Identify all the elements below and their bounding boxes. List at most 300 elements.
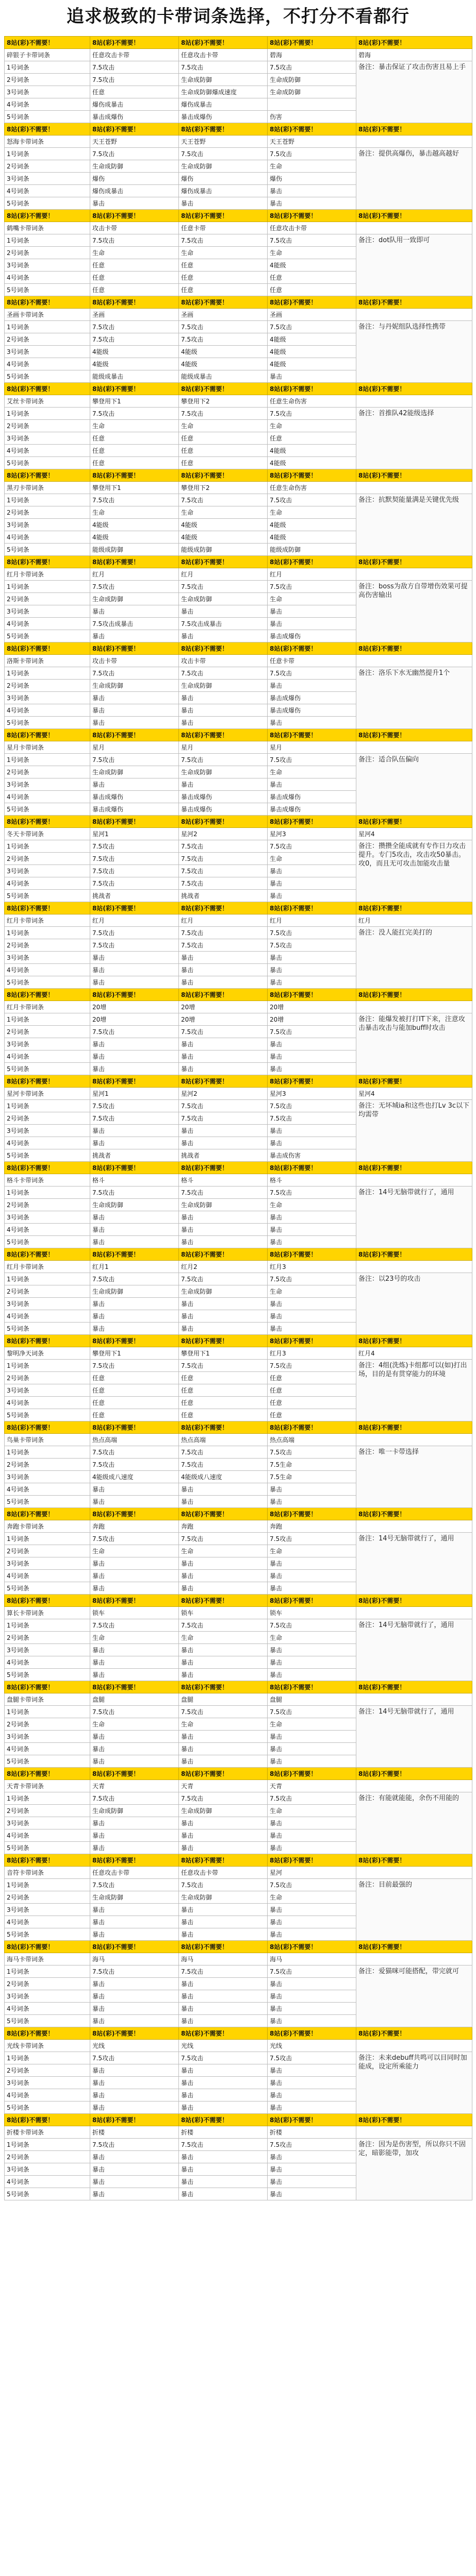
section-header-row — [5, 816, 472, 828]
section-note-cell: 备注：爱猫咪可能搭配，带完就可 — [356, 1965, 472, 2027]
section-header-row — [5, 1248, 472, 1261]
stage-value-cell: 暴击 — [90, 1063, 179, 1075]
header-cell: 8站(彩)不需要！ — [5, 1162, 90, 1174]
stage-value-cell: 暴击 — [90, 704, 179, 717]
stage-label-cell: 4号词条 — [5, 358, 90, 370]
stage-label-cell: 2号词条 — [5, 766, 90, 778]
stage-value-cell: 暴击 — [268, 1817, 356, 1829]
stage-value-cell: 7.5攻击 — [179, 865, 268, 877]
stage-value-cell: 4能级 — [268, 333, 356, 346]
stage-value-cell: 暴击 — [179, 1063, 268, 1075]
stage-value-cell: 7.5攻击 — [268, 1706, 356, 1718]
stage-row — [5, 581, 472, 593]
section-header-row — [5, 989, 472, 1001]
stage-value-cell: 任意 — [179, 1372, 268, 1384]
stage-value-cell: 7.5攻击 — [90, 667, 179, 680]
stage-value-cell: 暴击 — [179, 1483, 268, 1496]
cassette-name-row — [5, 1693, 472, 1706]
header-cell: 8站(彩)不需要！ — [5, 1941, 90, 1953]
stage-value-cell: 暴击 — [90, 2003, 179, 2015]
cassette-variant-cell: 星月 — [179, 741, 268, 754]
stage-value-cell: 暴击 — [90, 1323, 179, 1335]
stage-value-cell: 暴击 — [179, 1557, 268, 1570]
header-cell: 8站(彩)不需要！ — [90, 469, 179, 482]
stage-value-cell: 任意 — [268, 284, 356, 296]
cassette-variant-cell: 星河2 — [179, 1088, 268, 1100]
stage-value-cell: 4能级成八速度 — [90, 1471, 179, 1483]
stage-label-cell: 5号词条 — [5, 1409, 90, 1421]
section-header-row — [5, 296, 472, 309]
header-cell: 8站(彩)不需要！ — [356, 902, 472, 914]
stage-value-cell: 任意 — [268, 1409, 356, 1421]
stage-value-cell: 暴击 — [179, 1236, 268, 1248]
section-header-row — [5, 1162, 472, 1174]
cassette-variant-cell: 热点高端 — [179, 1434, 268, 1446]
cassette-variant-cell: 星河4 — [356, 1088, 472, 1100]
stage-value-cell: 生命成防御 — [90, 766, 179, 778]
stage-value-cell: 生命 — [90, 247, 179, 259]
cassette-variant-cell — [356, 2126, 472, 2139]
stage-value-cell: 暴击 — [90, 1557, 179, 1570]
stage-value-cell: 暴击 — [90, 2163, 179, 2176]
stage-value-cell: 任意 — [179, 432, 268, 445]
stage-value-cell: 爆伤 — [90, 173, 179, 185]
header-cell: 8站(彩)不需要！ — [356, 2114, 472, 2126]
stage-value-cell: 暴击 — [268, 1224, 356, 1236]
stage-label-cell: 3号词条 — [5, 1125, 90, 1137]
stage-value-cell: 生命成防御 — [90, 160, 179, 173]
cassette-variant-cell: 盘腿 — [179, 1693, 268, 1706]
stage-value-cell: 7.5攻击 — [268, 939, 356, 952]
stage-value-cell: 暴击 — [268, 1323, 356, 1335]
stage-value-cell: 7.5攻击 — [90, 148, 179, 160]
stage-value-cell: 7.5攻击 — [268, 1187, 356, 1199]
stage-value-cell: 暴击 — [179, 2003, 268, 2015]
stage-value-cell: 暴击 — [179, 2163, 268, 2176]
entry-table — [4, 36, 472, 2200]
stage-label-cell: 1号词条 — [5, 234, 90, 247]
stage-value-cell: 暴击 — [268, 1050, 356, 1063]
stage-value-cell: 暴击 — [268, 1656, 356, 1669]
stage-label-cell: 5号词条 — [5, 2188, 90, 2200]
stage-value-cell: 生命 — [268, 1891, 356, 1904]
stage-value-cell: 暴击 — [179, 1842, 268, 1854]
header-cell: 8站(彩)不需要！ — [90, 1508, 179, 1520]
cassette-variant-cell — [356, 222, 472, 234]
header-cell: 8站(彩)不需要！ — [356, 729, 472, 741]
header-cell: 8站(彩)不需要！ — [90, 1854, 179, 1867]
stage-value-cell: 暴击 — [90, 1904, 179, 1916]
header-cell: 8站(彩)不需要！ — [179, 989, 268, 1001]
stage-value-cell: 暴击 — [90, 2077, 179, 2089]
header-cell: 8站(彩)不需要！ — [90, 556, 179, 568]
stage-label-cell: 4号词条 — [5, 2176, 90, 2188]
stage-value-cell: 7.5攻击 — [90, 333, 179, 346]
section-header-row — [5, 729, 472, 741]
stage-value-cell: 生命成防御 — [179, 1891, 268, 1904]
stage-value-cell: 暴击 — [179, 1038, 268, 1050]
section-note-cell: 备注：因为是伤害型，所以你只不固定，暗影能带，加攻 — [356, 2139, 472, 2200]
header-cell: 8站(彩)不需要！ — [90, 989, 179, 1001]
stage-value-cell: 暴击 — [268, 1928, 356, 1941]
stage-value-cell: 7.5攻击 — [90, 1879, 179, 1891]
header-cell: 8站(彩)不需要！ — [179, 383, 268, 395]
stage-value-cell: 暴击 — [90, 1137, 179, 1149]
stage-value-cell: 暴击成爆伤 — [179, 111, 268, 123]
stage-value-cell: 暴击 — [268, 185, 356, 197]
stage-value-cell: 7.5攻击 — [268, 1792, 356, 1805]
stage-value-cell: 任意 — [90, 457, 179, 469]
header-cell: 8站(彩)不需要！ — [268, 123, 356, 135]
stage-value-cell: 暴击 — [90, 1842, 179, 1854]
cassette-variant-cell: 红月3 — [268, 1261, 356, 1273]
stage-value-cell: 暴击 — [90, 1978, 179, 1990]
header-cell: 8站(彩)不需要！ — [179, 210, 268, 222]
cassette-name-cell: 黑刃卡带词条 — [5, 482, 90, 494]
cassette-name-cell: 红月卡带词条 — [5, 914, 90, 927]
cassette-name-row — [5, 1261, 472, 1273]
stage-value-cell: 爆伤成暴击 — [90, 98, 179, 111]
header-cell: 8站(彩)不需要！ — [356, 1768, 472, 1780]
stage-label-cell: 1号词条 — [5, 1273, 90, 1285]
entry-table-body — [5, 37, 472, 2200]
stage-value-cell: 4能级 — [90, 358, 179, 370]
header-cell: 8站(彩)不需要！ — [179, 1335, 268, 1347]
header-cell: 8站(彩)不需要！ — [268, 642, 356, 655]
stage-value-cell: 任意 — [268, 1397, 356, 1409]
stage-value-cell: 任意 — [179, 1384, 268, 1397]
cassette-name-cell: 星月卡带词条 — [5, 741, 90, 754]
stage-row — [5, 1446, 472, 1459]
cassette-name-cell: 鸟巢卡带词条 — [5, 1434, 90, 1446]
stage-value-cell: 4能级 — [179, 346, 268, 358]
stage-row — [5, 1965, 472, 1978]
stage-label-cell: 2号词条 — [5, 420, 90, 432]
header-cell: 8站(彩)不需要！ — [5, 210, 90, 222]
stage-value-cell: 任意 — [90, 1409, 179, 1421]
stage-value-cell: 暴击 — [179, 1978, 268, 1990]
header-cell: 8站(彩)不需要！ — [268, 37, 356, 49]
stage-value-cell: 生命 — [179, 1632, 268, 1644]
header-cell: 8站(彩)不需要！ — [268, 1595, 356, 1607]
header-cell: 8站(彩)不需要！ — [90, 123, 179, 135]
cassette-variant-cell — [356, 1261, 472, 1273]
stage-value-cell: 暴击 — [268, 1496, 356, 1508]
header-cell: 8站(彩)不需要！ — [90, 2114, 179, 2126]
stage-label-cell: 4号词条 — [5, 98, 90, 111]
stage-value-cell: 暴击 — [90, 197, 179, 210]
cassette-name-row — [5, 1607, 472, 1619]
section-note-cell: 备注：暴击保证了攻击伤害且易上手 — [356, 61, 472, 123]
header-cell: 8站(彩)不需要！ — [179, 1941, 268, 1953]
stage-label-cell: 2号词条 — [5, 1112, 90, 1125]
stage-value-cell: 7.5攻击 — [179, 1619, 268, 1632]
stage-value-cell: 7.5攻击 — [268, 1360, 356, 1372]
stage-label-cell: 2号词条 — [5, 680, 90, 692]
cassette-variant-cell: 奔跑 — [179, 1520, 268, 1533]
stage-value-cell: 爆伤成暴击 — [179, 185, 268, 197]
stage-value-cell: 暴击 — [179, 2176, 268, 2188]
cassette-variant-cell: 格斗 — [90, 1174, 179, 1187]
header-cell: 8站(彩)不需要！ — [356, 1162, 472, 1174]
stage-value-cell: 暴击成爆伤 — [268, 692, 356, 704]
stage-value-cell: 暴击 — [90, 1236, 179, 1248]
header-cell: 8站(彩)不需要！ — [268, 1854, 356, 1867]
stage-value-cell: 7.5攻击 — [179, 877, 268, 890]
stage-value-cell: 暴击成爆伤 — [90, 803, 179, 816]
stage-value-cell: 爆伤成暴击 — [90, 185, 179, 197]
stage-value-cell: 任意 — [90, 1372, 179, 1384]
stage-value-cell: 7.5攻击 — [268, 2139, 356, 2151]
stage-value-cell: 暴击 — [268, 370, 356, 383]
stage-value-cell: 7.5攻击 — [179, 667, 268, 680]
stage-value-cell — [268, 98, 356, 111]
stage-label-cell: 2号词条 — [5, 1026, 90, 1038]
section-header-row — [5, 1508, 472, 1520]
stage-label-cell: 4号词条 — [5, 1224, 90, 1236]
stage-label-cell: 3号词条 — [5, 1557, 90, 1570]
stage-value-cell: 暴击 — [179, 197, 268, 210]
stage-label-cell: 5号词条 — [5, 2015, 90, 2027]
cassette-variant-cell: 天青 — [90, 1780, 179, 1792]
stage-value-cell: 暴击 — [268, 1582, 356, 1595]
stage-value-cell: 7.5攻击 — [179, 1706, 268, 1718]
header-cell: 8站(彩)不需要！ — [90, 1335, 179, 1347]
cassette-variant-cell — [356, 1001, 472, 1013]
stage-row — [5, 2052, 472, 2064]
stage-value-cell: 暴击 — [268, 952, 356, 964]
stage-label-cell: 1号词条 — [5, 321, 90, 333]
cassette-variant-cell: 攀登用下2 — [179, 395, 268, 408]
cassette-variant-cell: 任意攻击卡带 — [179, 49, 268, 61]
stage-row — [5, 754, 472, 766]
stage-value-cell: 暴击 — [179, 1644, 268, 1656]
stage-value-cell: 暴击 — [90, 630, 179, 642]
stage-value-cell: 暴击 — [90, 2188, 179, 2200]
cassette-variant-cell — [356, 482, 472, 494]
stage-value-cell: 4能级 — [179, 358, 268, 370]
stage-label-cell: 5号词条 — [5, 544, 90, 556]
stage-label-cell: 1号词条 — [5, 494, 90, 506]
header-cell: 8站(彩)不需要！ — [5, 2114, 90, 2126]
stage-label-cell: 2号词条 — [5, 1199, 90, 1211]
section-note-cell: 备注：未来debuff共鸣可以目同时加能成，设定所乘能力 — [356, 2052, 472, 2114]
stage-value-cell: 7.5攻击 — [90, 754, 179, 766]
stage-label-cell: 4号词条 — [5, 1829, 90, 1842]
stage-row — [5, 234, 472, 247]
stage-value-cell: 7.5攻击 — [179, 61, 268, 74]
stage-value-cell: 暴击 — [268, 1310, 356, 1323]
stage-value-cell: 生命 — [268, 1285, 356, 1298]
stage-label-cell: 4号词条 — [5, 791, 90, 803]
stage-value-cell: 7.5生命 — [268, 1459, 356, 1471]
stage-label-cell: 4号词条 — [5, 1483, 90, 1496]
header-cell: 8站(彩)不需要！ — [268, 1941, 356, 1953]
stage-row — [5, 840, 472, 853]
stage-value-cell: 暴击 — [90, 2102, 179, 2114]
stage-value-cell: 7.5攻击 — [179, 408, 268, 420]
stage-value-cell: 生命 — [268, 1632, 356, 1644]
cassette-variant-cell — [356, 1434, 472, 1446]
stage-value-cell: 暴击成伤害 — [268, 1149, 356, 1162]
stage-value-cell: 生命 — [90, 1545, 179, 1557]
stage-label-cell: 3号词条 — [5, 1644, 90, 1656]
stage-row — [5, 321, 472, 333]
header-cell: 8站(彩)不需要！ — [90, 1941, 179, 1953]
header-cell: 8站(彩)不需要！ — [90, 729, 179, 741]
stage-label-cell: 3号词条 — [5, 865, 90, 877]
stage-value-cell: 暴击 — [179, 1656, 268, 1669]
stage-label-cell: 5号词条 — [5, 630, 90, 642]
stage-row — [5, 1533, 472, 1545]
stage-value-cell: 暴击 — [179, 692, 268, 704]
section-header-row — [5, 1075, 472, 1088]
stage-value-cell: 7.5攻击 — [90, 939, 179, 952]
section-note-cell: 备注：4组(洗炼)卡组都可以(如)打出场，目的是有贯穿能力的环境 — [356, 1360, 472, 1421]
header-cell: 8站(彩)不需要！ — [179, 1854, 268, 1867]
cassette-name-row — [5, 2040, 472, 2052]
stage-value-cell: 7.5攻击 — [268, 2052, 356, 2064]
section-header-row — [5, 123, 472, 135]
stage-value-cell: 7.5攻击 — [268, 61, 356, 74]
header-cell: 8站(彩)不需要！ — [356, 556, 472, 568]
stage-label-cell: 4号词条 — [5, 2003, 90, 2015]
cassette-name-row — [5, 309, 472, 321]
stage-label-cell: 3号词条 — [5, 778, 90, 791]
stage-value-cell: 生命 — [268, 160, 356, 173]
header-cell: 8站(彩)不需要！ — [5, 1681, 90, 1693]
stage-value-cell: 暴击 — [90, 1755, 179, 1768]
header-cell: 8站(彩)不需要！ — [5, 1248, 90, 1261]
stage-value-cell: 7.5生命 — [268, 1471, 356, 1483]
cassette-variant-cell: 光线 — [268, 2040, 356, 2052]
stage-value-cell: 暴击 — [179, 976, 268, 989]
stage-value-cell: 7.5攻击 — [268, 234, 356, 247]
stage-value-cell: 7.5攻击 — [268, 1026, 356, 1038]
cassette-variant-cell: 红月 — [268, 914, 356, 927]
cassette-variant-cell: 海马 — [90, 1953, 179, 1965]
stage-value-cell: 7.5攻击 — [90, 1533, 179, 1545]
section-note-cell: 备注：没人能扛完美打的 — [356, 927, 472, 989]
stage-value-cell: 暴击 — [268, 1916, 356, 1928]
stage-value-cell: 暴击 — [90, 1656, 179, 1669]
stage-label-cell: 2号词条 — [5, 1632, 90, 1644]
stage-value-cell: 暴击 — [90, 778, 179, 791]
stage-label-cell: 1号词条 — [5, 1013, 90, 1026]
stage-row — [5, 1273, 472, 1285]
cassette-variant-cell: 格斗 — [268, 1174, 356, 1187]
stage-label-cell: 1号词条 — [5, 1533, 90, 1545]
stage-value-cell: 暴击 — [268, 2163, 356, 2176]
stage-value-cell: 暴击 — [179, 1496, 268, 1508]
header-cell: 8站(彩)不需要！ — [90, 296, 179, 309]
stage-value-cell: 暴击 — [179, 1050, 268, 1063]
stage-value-cell: 爆伤成暴击 — [179, 98, 268, 111]
section-note-cell: 备注：14号无脑带就行了，通用 — [356, 1706, 472, 1768]
header-cell: 8站(彩)不需要！ — [5, 1595, 90, 1607]
cassette-variant-cell: 任意攻击卡带 — [268, 222, 356, 234]
cassette-variant-cell — [356, 1867, 472, 1879]
stage-value-cell: 7.5攻击 — [90, 2139, 179, 2151]
section-header-row — [5, 469, 472, 482]
header-cell: 8站(彩)不需要！ — [179, 296, 268, 309]
section-header-row — [5, 1768, 472, 1780]
cassette-name-row — [5, 914, 472, 927]
stage-value-cell: 暴击 — [268, 1063, 356, 1075]
stage-value-cell: 生命 — [179, 420, 268, 432]
stage-value-cell: 暴击 — [179, 1211, 268, 1224]
stage-value-cell: 暴击 — [90, 2015, 179, 2027]
stage-value-cell: 暴击 — [90, 964, 179, 976]
header-cell: 8站(彩)不需要！ — [179, 816, 268, 828]
header-cell: 8站(彩)不需要！ — [179, 902, 268, 914]
cassette-variant-cell: 20增 — [90, 1001, 179, 1013]
cassette-variant-cell — [356, 741, 472, 754]
cassette-variant-cell: 任意攻击卡带 — [90, 49, 179, 61]
section-note-cell: 备注：以23号的攻击 — [356, 1273, 472, 1335]
stage-row — [5, 408, 472, 420]
stage-value-cell: 暴击 — [179, 1731, 268, 1743]
cassette-variant-cell: 盘腿 — [90, 1693, 179, 1706]
stage-value-cell: 暴击 — [90, 1817, 179, 1829]
stage-label-cell: 1号词条 — [5, 61, 90, 74]
cassette-variant-cell: 锁车 — [90, 1607, 179, 1619]
stage-label-cell: 3号词条 — [5, 173, 90, 185]
cassette-variant-cell: 红月 — [179, 568, 268, 581]
header-cell: 8站(彩)不需要！ — [356, 816, 472, 828]
stage-label-cell: 3号词条 — [5, 2163, 90, 2176]
section-note-cell: 备注：攒攒全能成就有专作日力攻击提升。专门5攻击，攻击攻50暴击。攻0，而且无可攻击加能攻击量 — [356, 840, 472, 902]
stage-value-cell: 生命 — [268, 1805, 356, 1817]
stage-value-cell: 暴击 — [90, 2176, 179, 2188]
stage-label-cell: 3号词条 — [5, 1731, 90, 1743]
stage-value-cell: 暴击 — [179, 717, 268, 729]
cassette-variant-cell: 红月 — [179, 914, 268, 927]
stage-value-cell: 7.5攻击 — [90, 927, 179, 939]
header-cell: 8站(彩)不需要！ — [90, 1768, 179, 1780]
header-cell: 8站(彩)不需要！ — [90, 37, 179, 49]
stage-value-cell: 暴击 — [90, 1224, 179, 1236]
stage-value-cell: 暴击 — [90, 692, 179, 704]
header-cell: 8站(彩)不需要！ — [5, 1854, 90, 1867]
cassette-variant-cell: 攀登用下1 — [90, 1347, 179, 1360]
header-cell: 8站(彩)不需要！ — [268, 296, 356, 309]
header-cell: 8站(彩)不需要！ — [268, 1162, 356, 1174]
stage-value-cell: 生命 — [179, 247, 268, 259]
cassette-variant-cell: 星河2 — [179, 828, 268, 840]
cassette-name-cell: 算长卡带词条 — [5, 1607, 90, 1619]
stage-row — [5, 1013, 472, 1026]
stage-label-cell: 5号词条 — [5, 1842, 90, 1854]
header-cell: 8站(彩)不需要！ — [179, 1595, 268, 1607]
stage-value-cell: 伤害 — [268, 111, 356, 123]
header-cell: 8站(彩)不需要！ — [179, 729, 268, 741]
stage-label-cell: 5号词条 — [5, 1496, 90, 1508]
cassette-variant-cell — [356, 2040, 472, 2052]
section-note-cell: 备注：提供高爆伤，暴击越高越好 — [356, 148, 472, 210]
stage-value-cell: 暴击 — [268, 1904, 356, 1916]
cassette-name-row — [5, 395, 472, 408]
section-header-row — [5, 1941, 472, 1953]
stage-value-cell: 生命成防御 — [179, 1805, 268, 1817]
stage-value-cell: 挑战者 — [90, 1149, 179, 1162]
stage-value-cell: 4能级 — [268, 346, 356, 358]
stage-value-cell: 7.5攻击 — [90, 61, 179, 74]
stage-value-cell: 暴击 — [268, 1644, 356, 1656]
section-note-cell: 备注：boss为敌方自带增伤效果可提高伤害输出 — [356, 581, 472, 642]
stage-value-cell: 7.5攻击 — [268, 1112, 356, 1125]
cassette-variant-cell: 任意攻击卡带 — [179, 1867, 268, 1879]
